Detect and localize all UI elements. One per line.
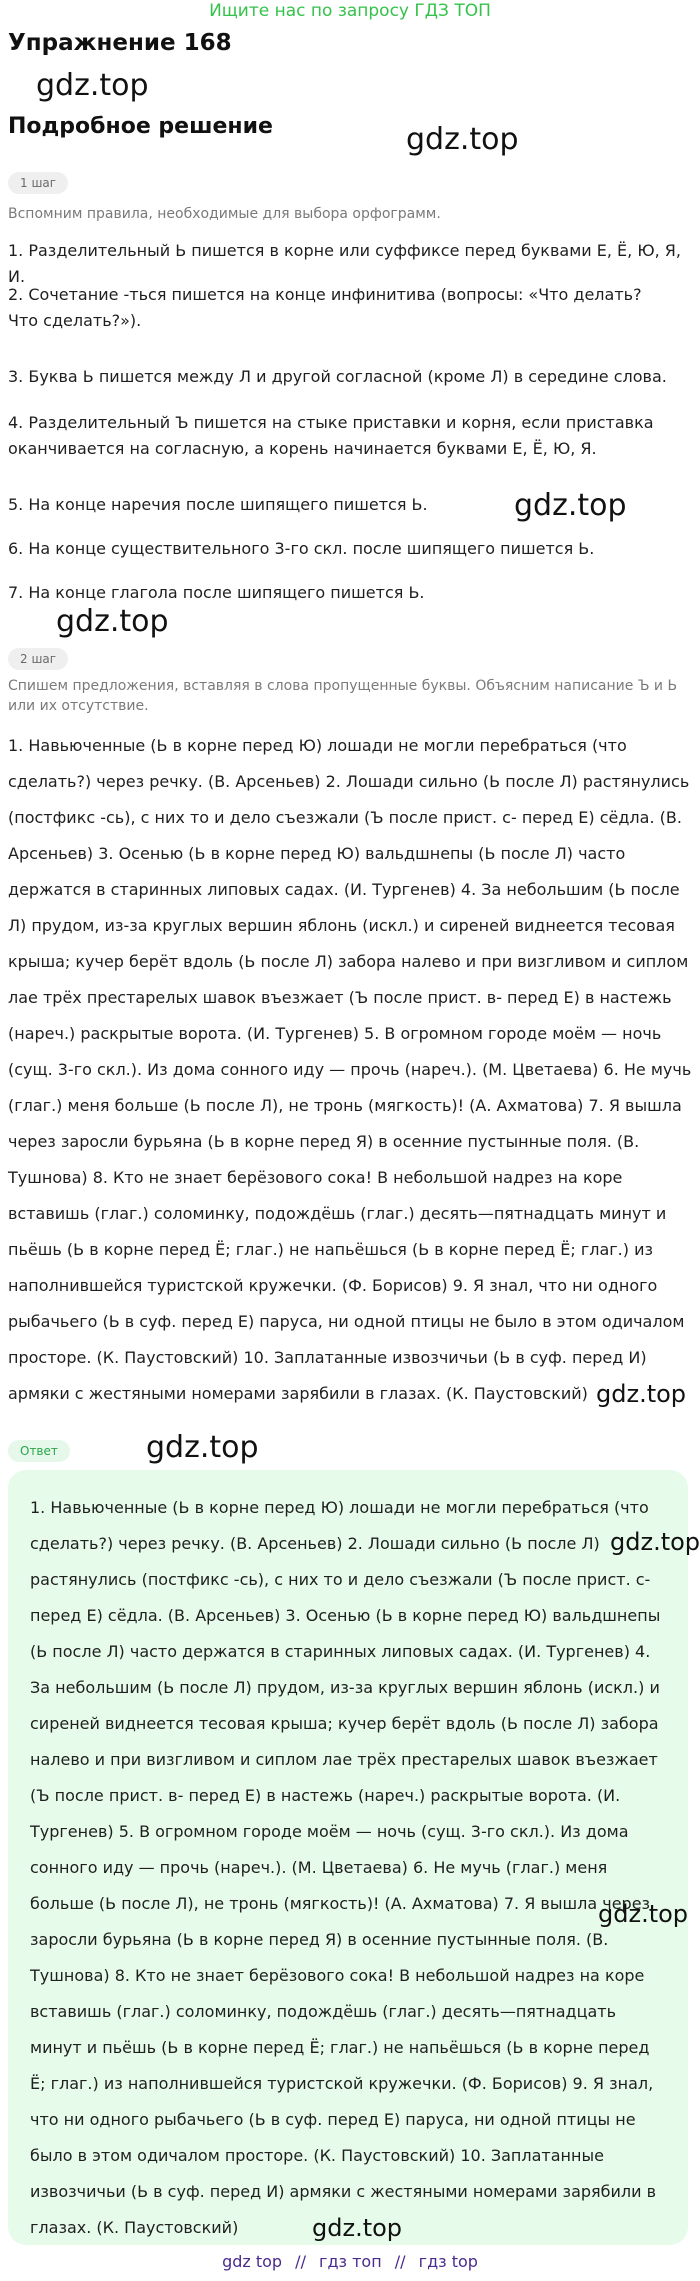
rule-item: 2. Сочетание -ться пишется на конце инфинитива (вопросы: «Что делать? Что сделать?»). — [8, 285, 642, 330]
watermark: gdz.top — [598, 1900, 689, 1928]
top-banner: Ищите нас по запросу ГДЗ ТОП — [209, 1, 491, 21]
footer-links — [0, 2252, 700, 2271]
footer-separator: // — [394, 2252, 406, 2271]
rule-item: 4. Разделительный Ъ пишется на стыке приставки и корня, если приставка оканчивается на согласную, а корень начинается буквами Е, Ё, Ю, Я. — [8, 413, 654, 458]
watermark: gdz.top — [406, 122, 519, 157]
watermark: gdz.top — [514, 488, 627, 523]
footer-link[interactable]: гдз топ — [319, 2252, 382, 2271]
rule-item: 1. Разделительный Ь пишется в корне или суффиксе перед буквами Е, Ё, Ю, Я, И. — [8, 241, 681, 286]
step2-text: 1. Навьюченные (Ь в корне перед Ю) лошади не могли перебраться (что сделать?) через речку. (В. Арсеньев) 2. Лошади сильно (Ь после Л) растянулись (постфикс -сь), с них то и дело съезжали (Ъ после прист. с- перед Е) сёдла. (В. Арсеньев) 3. Осенью (Ь в корне перед Ю) вальдшнепы (Ь после Л) часто держатся в старинных липовых садах. (И. Тургенев) 4. За небольшим (Ь после Л) прудом, из-за круглых вершин яблонь (искл.) и сиреней виднеется тесовая крыша; кучер берёт вдоль (Ь после Л) забора налево и при визгливом и сиплом лае трёх престарелых шавок въезжает (Ъ после прист. в- перед Е) в настежь (нареч.) раскрытые ворота. (И. Тургенев) 5. В огромном городе моём — ночь (сущ. 3-го скл.). Из дома сонного иду — прочь (нареч.). (М. Цветаева) 6. Не мучь (глаг.) меня больше (Ь после Л), не тронь (мягкость)! (А. Ахматова) 7. Я вышла через заросли бурьяна (Ь в корне перед Я) в осенние пустынные поля. (В. Тушнова) 8. Кто не знает берёзового сока! В небольшой надрез на коре вставишь (глаг.) соломинку, подождёшь (глаг.) десять—пятнадцать минут и пьёшь (Ь в корне перед Ё; глаг.) не напьёшься (Ь в корне перед Ё; глаг.) из наполнившейся туристской кружечки. (Ф. Борисов) 9. Я знал, что ни одного рыбачьего (Ь в суф. перед Е) паруса, ни одной птицы не было в этом одичалом просторе. (К. Паустовский) 10. Заплатанные извозчичьи (Ь в суф. перед И) армяки с жестяными номерами зарябили в глазах. (К. Паустовский) — [8, 736, 692, 1403]
watermark: gdz.top — [610, 1528, 700, 1556]
watermark: gdz.top — [56, 604, 169, 639]
answer-badge: Ответ — [8, 1440, 70, 1462]
footer-separator: // — [295, 2252, 306, 2271]
section-title: Подробное решение — [8, 114, 273, 139]
step-badge: 2 шаг — [8, 648, 68, 670]
footer-link[interactable]: gdz top — [222, 2252, 283, 2271]
rule-item: 6. На конце существительного 3-го скл. после шипящего пишется Ь. — [8, 539, 595, 558]
step-badge: 1 шаг — [8, 172, 68, 194]
rule-item: 7. На конце глагола после шипящего пишется Ь. — [8, 583, 425, 602]
page-title: Упражнение 168 — [8, 30, 232, 56]
watermark: gdz.top — [146, 1430, 259, 1465]
answer-text: 1. Навьюченные (Ь в корне перед Ю) лошади не могли перебраться (что сделать?) через речку. (В. Арсеньев) 2. Лошади сильно (Ь после Л) растянулись (постфикс -сь), с них то и дело съезжали (Ъ после прист. с- перед Е) сёдла. (В. Арсеньев) 3. Осенью (Ь в корне перед Ю) вальдшнепы (Ь после Л) часто держатся в старинных липовых садах. (И. Тургенев) 4. За небольшим (Ь после Л) прудом, из-за круглых вершин яблонь (искл.) и сиреней виднеется тесовая крыша; кучер берёт вдоль (Ь после Л) забора налево и при визгливом и сиплом лае трёх престарелых шавок въезжает (Ъ после прист. в- перед Е) в настежь (нареч.) раскрытые ворота. (И. Тургенев) 5. В огромном городе моём — ночь (сущ. 3-го скл.). Из дома сонного иду — прочь (нареч.). (М. Цветаева) 6. Не мучь (глаг.) меня больше (Ь после Л), не тронь (мягкость)! (А. Ахматова) 7. Я вышла через заросли бурьяна (Ь в корне перед Я) в осенние пустынные поля. (В. Тушнова) 8. Кто не знает берёзового сока! В небольшой надрез на коре вставишь (глаг.) соломинку, подождёшь (глаг.) десять—пятнадцать минут и пьёшь (Ь в корне перед Ё; глаг.) не напьёшься (Ь в корне перед Ё; глаг.) из наполнившейся туристской кружечки. (Ф. Борисов) 9. Я знал, что ни одного рыбачьего (Ь в суф. перед Е) паруса, ни одной птицы не было в этом одичалом просторе. (К. Паустовский) 10. Заплатанные извозчичьи (Ь в суф. перед И) армяки с жестяными номерами зарябили в глазах. (К. Паустовский) — [30, 1498, 661, 2237]
rule-item: 3. Буква Ь пишется между Л и другой согласной (кроме Л) в середине слова. — [8, 367, 667, 386]
footer-link[interactable]: гдз top — [418, 2252, 478, 2271]
rule-item: 5. На конце наречия после шипящего пишется Ь. — [8, 495, 428, 514]
watermark: gdz.top — [36, 68, 149, 103]
watermark: gdz.top — [596, 1380, 687, 1408]
step-hint: Вспомним правила, необходимые для выбора орфограмм. — [8, 206, 441, 222]
watermark: gdz.top — [312, 2214, 403, 2242]
step-hint: Спишем предложения, вставляя в слова пропущенные буквы. Объясним написание Ъ и Ь или их отсутствие. — [8, 678, 678, 714]
